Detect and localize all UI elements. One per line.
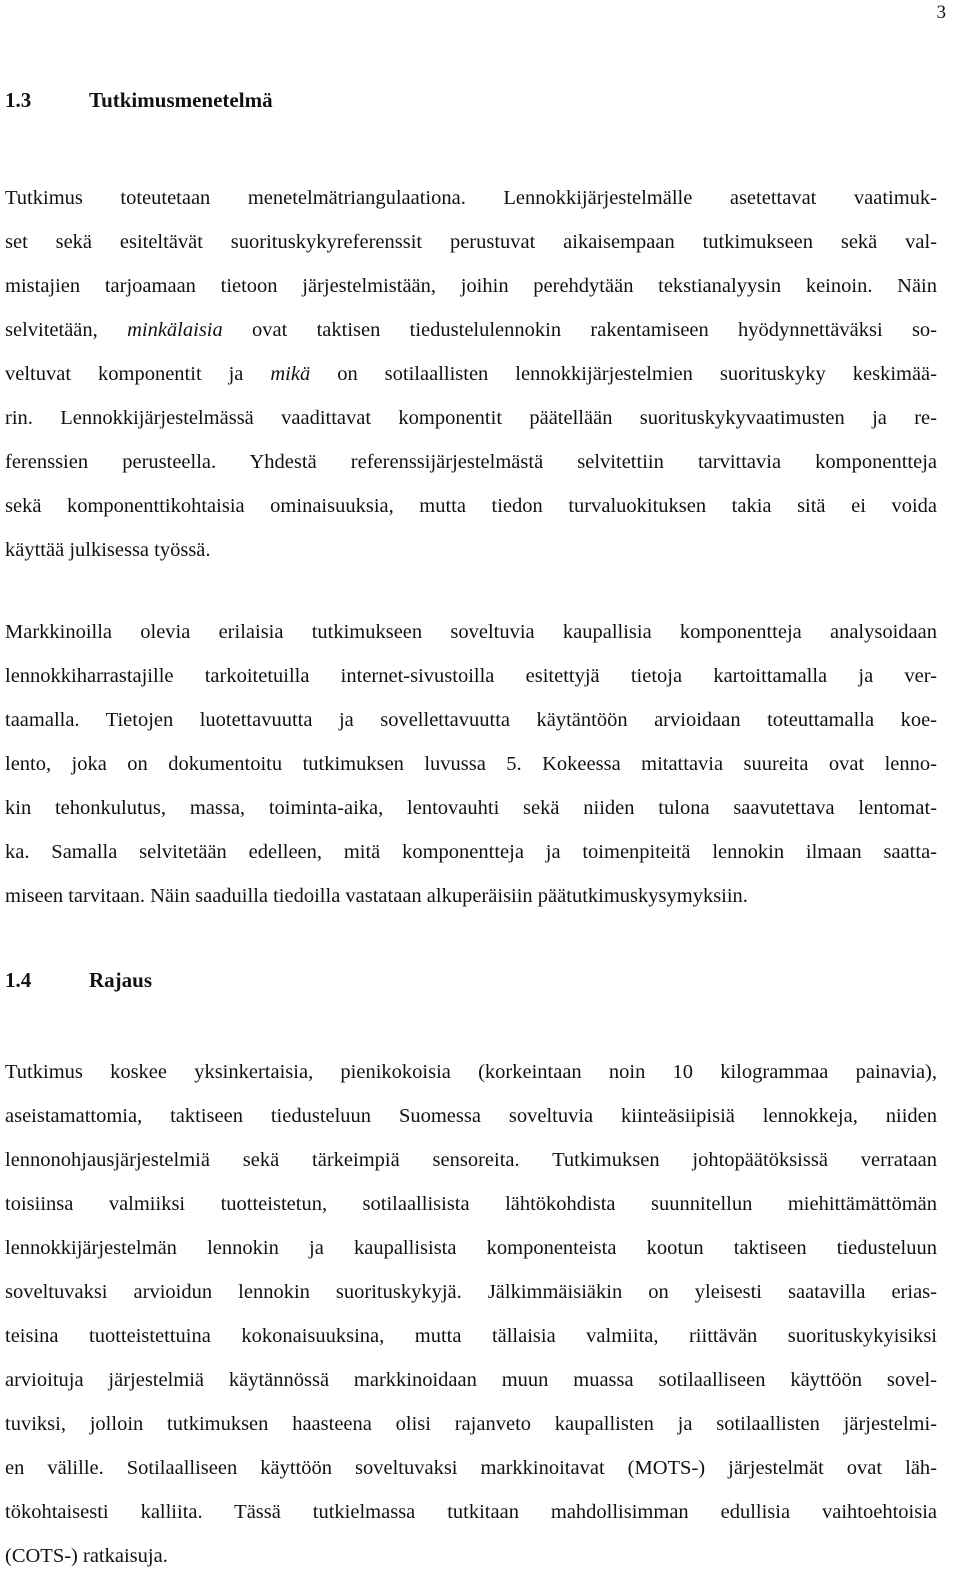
page-number: 3 (936, 2, 946, 23)
text-line: miseen tarvitaan. Näin saaduilla tiedoilla vastataan alkuperäisiin päätutkimuskysymyksiin. (5, 885, 748, 907)
text-line: lennokkijärjestelmän lennokin ja kaupallisista komponenteista kootun taktiseen tiedusteluun (5, 1237, 937, 1259)
paragraph-scope (5, 1050, 937, 1578)
text-segment: on sotilaallisten lennokkijärjestelmien suorituskyky keskimää- (310, 363, 937, 385)
text-line: Tutkimus toteutetaan menetelmätriangulaationa. Lennokkijärjestelmälle asetettavat vaatimuk- (5, 187, 937, 209)
text-line: set sekä esiteltävät suorituskykyreferenssit perustuvat aikaisempaan tutkimukseen sekä val- (5, 231, 937, 253)
text-line: (COTS-) ratkaisuja. (5, 1545, 168, 1567)
text-line: toisiinsa valmiiksi tuotteistetun, sotilaallisista lähtökohdista suunnitellun miehittämättömän (5, 1193, 937, 1215)
text-line: arvioituja järjestelmiä käytännössä markkinoidaan muun muassa sotilaalliseen käyttöön sovel- (5, 1369, 937, 1391)
text-line: rin. Lennokkijärjestelmässä vaadittavat komponentit päätellään suorituskykyvaatimusten ja re- (5, 407, 937, 429)
text-line: ferenssien perusteella. Yhdestä referenssijärjestelmästä selvitettiin tarvittavia komponentteja (5, 451, 937, 473)
text-line (5, 308, 937, 352)
text-line: lennonohjausjärjestelmiä sekä tärkeimpiä sensoreita. Tutkimuksen johtopäätöksissä verrataan (5, 1149, 937, 1171)
text-line: Markkinoilla olevia erilaisia tutkimukseen soveltuvia kaupallisia komponentteja analysoidaan (5, 621, 937, 643)
text-line: lento, joka on dokumentoitu tutkimuksen luvussa 5. Kokeessa mitattavia suureita ovat lenno- (5, 753, 937, 775)
text-line: en välille. Sotilaalliseen käyttöön soveltuvaksi markkinoitavat (MOTS-) järjestelmät ovat läh- (5, 1457, 937, 1479)
text-line (5, 352, 937, 396)
text-line: lennokkiharrastajille tarkoitetuilla internet-sivustoilla esitettyjä tietoja kartoittamalla ja ver- (5, 665, 937, 687)
section-title: Tutkimusmenetelmä (89, 88, 273, 112)
text-line: tökohtaisesti kalliita. Tässä tutkielmassa tutkitaan mahdollisimman edullisia vaihtoehtoisia (5, 1501, 937, 1523)
paragraph-method-1 (5, 176, 937, 572)
text-line: sekä komponenttikohtaisia ominaisuuksia, mutta tiedon turvaluokituksen takia sitä ei voida (5, 495, 937, 517)
text-line: soveltuvaksi arvioidun lennokin suorituskykyjä. Jälkimmäisiäkin on yleisesti saatavilla erias- (5, 1281, 937, 1303)
text-line: aseistamattomia, taktiseen tiedusteluun Suomessa soveltuvia kiinteäsiipisiä lennokkeja, niiden (5, 1105, 937, 1127)
text-segment: ovat taktisen tiedustelulennokin rakentamiseen hyödynnettäväksi so- (222, 319, 938, 341)
section-heading-1-4 (5, 968, 152, 993)
text-segment: selvitetään, (5, 319, 128, 341)
text-line: käyttää julkisessa työssä. (5, 539, 211, 561)
text-line: kin tehonkulutus, massa, toiminta-aika, lentovauhti sekä niiden tulona saavutettava lentomat- (5, 797, 937, 819)
text-line: ka. Samalla selvitetään edelleen, mitä komponentteja ja toimenpiteitä lennokin ilmaan saatta- (5, 841, 937, 863)
section-number: 1.4 (5, 968, 32, 992)
text-line: teisina tuotteistettuina kokonaisuuksina, mutta tällaisia valmiita, riittävän suorituskykyisiksi (5, 1325, 937, 1347)
section-number: 1.3 (5, 88, 32, 112)
paragraph-method-2 (5, 610, 937, 918)
text-segment: veltuvat komponentit ja (5, 363, 271, 385)
text-line: Tutkimus koskee yksinkertaisia, pienikokoisia (korkeintaan noin 10 kilogrammaa painavia), (5, 1061, 937, 1083)
text-line: mistajien tarjoamaan tietoon järjestelmistään, joihin perehdytään tekstianalyysin keinoin. Näin (5, 275, 937, 297)
text-line: tuviksi, jolloin tutkimuksen haasteena olisi rajanveto kaupallisten ja sotilaallisten järjestelmi- (5, 1413, 937, 1435)
text-line: taamalla. Tietojen luotettavuutta ja sovellettavuutta käytäntöön arvioidaan toteuttamalla koe- (5, 709, 937, 731)
italic-term: minkälaisia (127, 319, 223, 341)
italic-term: mikä (270, 363, 311, 385)
section-title: Rajaus (89, 968, 153, 992)
section-heading-1-3 (5, 88, 273, 113)
